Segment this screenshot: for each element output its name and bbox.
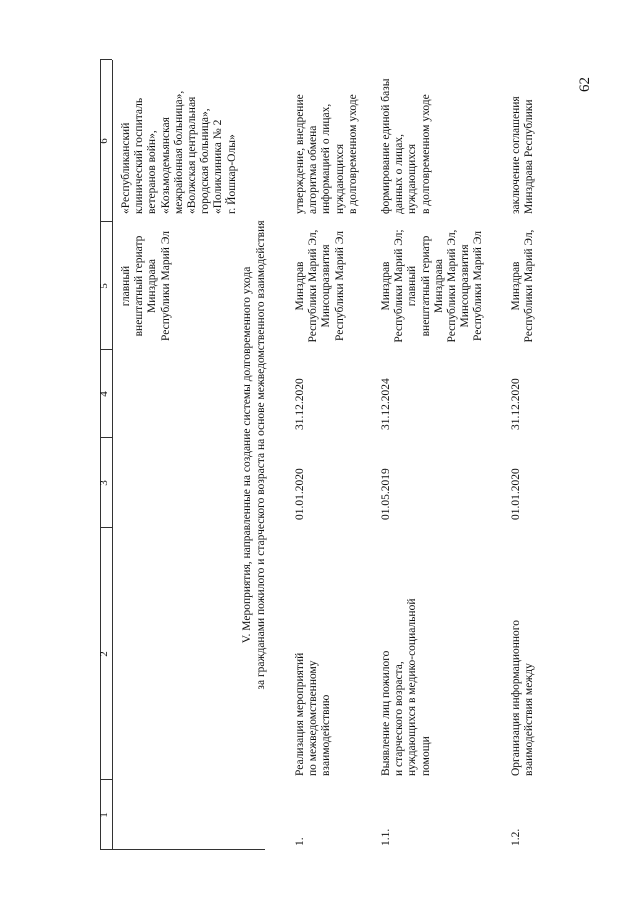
section-title-2: за гражданами пожилого и старческого возраста на основе межведомственного взаимодействия xyxy=(255,220,267,690)
row12-result: заключение соглашения Минздрава Республики xyxy=(510,96,536,214)
header-bottom-border xyxy=(112,60,113,850)
row11-start: 01.05.2019 xyxy=(380,468,392,520)
row11-end: 31.12.2024 xyxy=(380,378,392,430)
row12-name: Организация информационного взаимодействия между xyxy=(510,620,536,776)
header-col-5: 5 xyxy=(98,283,110,289)
row1-result: утверждение, внедрение алгоритма обмена информацией о лицах, нуждающихся в долговременном уходе xyxy=(294,94,359,214)
row1-start: 01.01.2020 xyxy=(294,468,306,520)
page-number: 62 xyxy=(577,77,593,92)
header-col-4: 4 xyxy=(98,391,110,397)
header-col-6: 6 xyxy=(98,138,110,144)
row11-result: формирование единой базы данных о лицах, нуждающихся в долговременном уходе xyxy=(380,78,432,214)
header-col-3: 3 xyxy=(98,480,110,486)
row11-num: 1.1. xyxy=(380,828,392,846)
row1-name: Реализация мероприятий по межведомственному взаимодействию xyxy=(294,652,333,776)
rotated-table xyxy=(100,60,620,850)
row0-result: «Республиканский клинический госпиталь ветеранов войн», «Козьмодемьянская межрайонная больница», «Волжская центральная городская больница», «Поликлиника № 2 г. Йошкар-Олы» xyxy=(120,90,238,214)
row12-num: 1.2. xyxy=(510,828,522,846)
row0-executor: главный внештатный гериатр Минздрава Республики Марий Эл xyxy=(120,231,172,342)
row1-num: 1. xyxy=(294,837,306,846)
row1-end: 31.12.2020 xyxy=(294,378,306,430)
row1-executor: Минздрав Республики Марий Эл, Минсоцразвития Республики Марий Эл xyxy=(294,229,346,343)
row12-start: 01.01.2020 xyxy=(510,468,522,520)
header-col-1: 1 xyxy=(98,812,110,818)
section-title: V. Мероприятия, направленные на создание системы долговременного ухода xyxy=(241,266,253,644)
row12-executor: Минздрав Республики Марий Эл, xyxy=(510,229,536,343)
row11-executor: Минздрав Республики Марий Эл; главный внештатный гериатр Минздрава Республики Марий Эл, Минсоцразвития Республики Марий Эл xyxy=(380,229,485,343)
row11-name: Выявление лиц пожилого и старческого возраста, нуждающихся в медико-социальной помощи xyxy=(380,598,432,776)
row12-end: 31.12.2020 xyxy=(510,378,522,430)
header-col-2: 2 xyxy=(98,651,110,657)
